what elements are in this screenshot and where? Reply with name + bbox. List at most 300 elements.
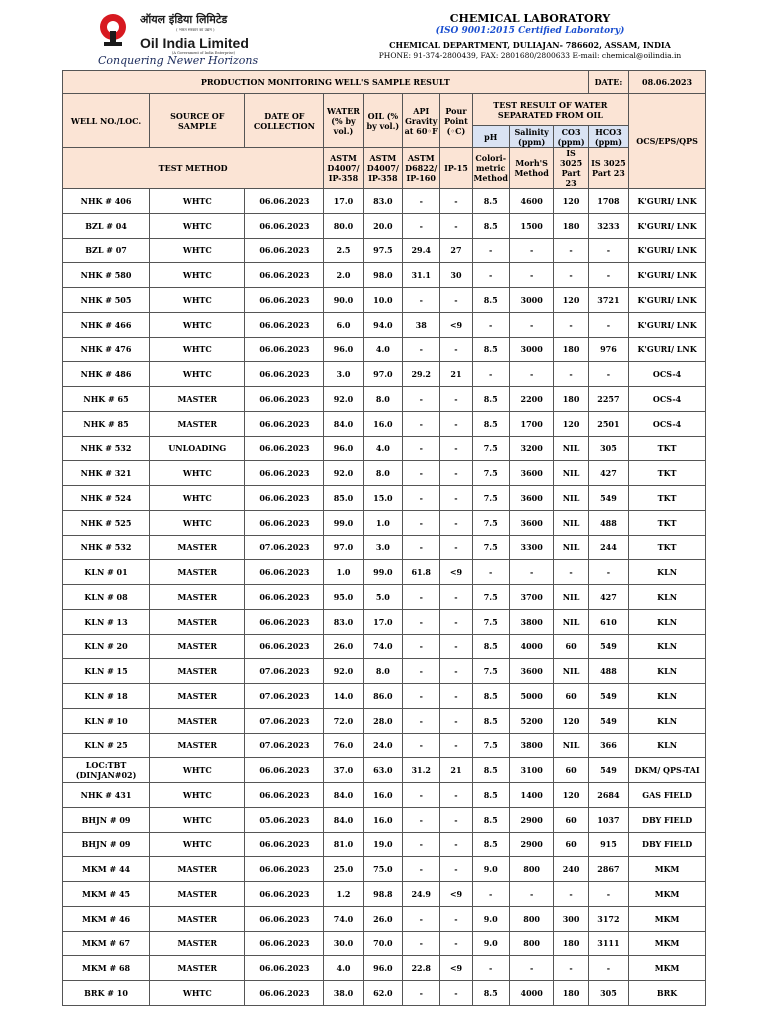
cell-api: 61.8 (403, 560, 440, 585)
cell-salinity: 2900 (509, 807, 554, 832)
cell-collection-date: 06.06.2023 (245, 981, 324, 1006)
cell-co3: NIL (554, 486, 588, 511)
cell-well: BZL # 07 (63, 238, 150, 263)
cell-co3: 60 (554, 832, 588, 857)
cell-ocs: MKM (629, 906, 706, 931)
cell-water: 17.0 (324, 189, 363, 214)
cell-collection-date: 06.06.2023 (245, 263, 324, 288)
cell-oil: 17.0 (363, 609, 402, 634)
table-row (63, 634, 706, 659)
cell-ph: 8.5 (472, 337, 509, 362)
cell-collection-date: 06.06.2023 (245, 312, 324, 337)
cell-well: BHJN # 09 (63, 807, 150, 832)
cell-hco3: 549 (588, 684, 628, 709)
cell-water: 95.0 (324, 585, 363, 610)
date-label: DATE: (588, 71, 628, 94)
cell-pour-point: - (440, 189, 472, 214)
cell-pour-point: - (440, 733, 472, 758)
cell-water: 14.0 (324, 684, 363, 709)
cell-co3: 180 (554, 981, 588, 1006)
cell-ocs: K'GURI/ LNK (629, 189, 706, 214)
cell-collection-date: 06.06.2023 (245, 882, 324, 907)
cell-ocs: TKT (629, 535, 706, 560)
cell-ph: 8.5 (472, 684, 509, 709)
cell-well: KLN # 15 (63, 659, 150, 684)
cell-hco3: 488 (588, 659, 628, 684)
cell-ph: - (472, 882, 509, 907)
cell-hco3: - (588, 560, 628, 585)
cell-hco3: 1037 (588, 807, 628, 832)
cell-source: WHTC (150, 981, 245, 1006)
cell-source: WHTC (150, 288, 245, 313)
cell-hco3: 2257 (588, 387, 628, 412)
table-row (63, 263, 706, 288)
cell-hco3: 549 (588, 634, 628, 659)
cell-ph: - (472, 560, 509, 585)
cell-ocs: OCS-4 (629, 411, 706, 436)
table-body (63, 189, 706, 1006)
cell-ocs: MKM (629, 931, 706, 956)
cell-co3: 180 (554, 213, 588, 238)
cell-ph: 8.5 (472, 213, 509, 238)
method-pour-point: IP-15 (440, 148, 472, 189)
cell-salinity: 3600 (509, 659, 554, 684)
cell-pour-point: - (440, 585, 472, 610)
cell-pour-point: <9 (440, 560, 472, 585)
cell-api: - (403, 857, 440, 882)
cell-water: 1.2 (324, 882, 363, 907)
cell-api: - (403, 510, 440, 535)
cell-well: BHJN # 09 (63, 832, 150, 857)
cell-well: NHK # 532 (63, 436, 150, 461)
table-row (63, 708, 706, 733)
cell-pour-point: - (440, 634, 472, 659)
cell-source: WHTC (150, 213, 245, 238)
cell-api: 24.9 (403, 882, 440, 907)
cell-ocs: K'GURI/ LNK (629, 312, 706, 337)
cell-pour-point: <9 (440, 882, 472, 907)
table-row (63, 535, 706, 560)
cell-api: 22.8 (403, 956, 440, 981)
cell-ocs: K'GURI/ LNK (629, 337, 706, 362)
cell-salinity: 3600 (509, 510, 554, 535)
cell-pour-point: - (440, 659, 472, 684)
cell-co3: - (554, 312, 588, 337)
cell-oil: 4.0 (363, 337, 402, 362)
cell-salinity: 5200 (509, 708, 554, 733)
table-row (63, 387, 706, 412)
table-row (63, 337, 706, 362)
cell-source: WHTC (150, 783, 245, 808)
cell-collection-date: 06.06.2023 (245, 436, 324, 461)
cell-collection-date: 06.06.2023 (245, 411, 324, 436)
cell-ocs: DKM/ QPS-TAI (629, 758, 706, 783)
cell-water: 92.0 (324, 387, 363, 412)
cell-oil: 98.8 (363, 882, 402, 907)
cell-hco3: 549 (588, 708, 628, 733)
cell-api: - (403, 535, 440, 560)
cell-collection-date: 06.06.2023 (245, 337, 324, 362)
cell-salinity: 3600 (509, 486, 554, 511)
cell-hco3: - (588, 263, 628, 288)
cell-well: BRK # 10 (63, 981, 150, 1006)
cell-source: UNLOADING (150, 436, 245, 461)
cell-ocs: GAS FIELD (629, 783, 706, 808)
cell-api: - (403, 411, 440, 436)
header-well: WELL NO./LOC. (63, 94, 150, 148)
cell-co3: 180 (554, 931, 588, 956)
cell-pour-point: - (440, 609, 472, 634)
cell-hco3: 2501 (588, 411, 628, 436)
table-row (63, 461, 706, 486)
cell-well: KLN # 25 (63, 733, 150, 758)
cell-hco3: 3172 (588, 906, 628, 931)
cell-co3: - (554, 362, 588, 387)
cell-co3: 120 (554, 189, 588, 214)
cell-co3: 300 (554, 906, 588, 931)
cell-ph: - (472, 956, 509, 981)
cell-oil: 75.0 (363, 857, 402, 882)
cell-oil: 8.0 (363, 659, 402, 684)
table-row (63, 486, 706, 511)
cell-water: 3.0 (324, 362, 363, 387)
cell-oil: 62.0 (363, 981, 402, 1006)
cell-api: - (403, 634, 440, 659)
cell-co3: - (554, 882, 588, 907)
cell-oil: 8.0 (363, 387, 402, 412)
cell-collection-date: 06.06.2023 (245, 906, 324, 931)
cell-pour-point: 27 (440, 238, 472, 263)
cell-well: KLN # 13 (63, 609, 150, 634)
cell-well: NHK # 466 (63, 312, 150, 337)
cell-ph: 8.5 (472, 807, 509, 832)
cell-salinity: 3700 (509, 585, 554, 610)
cell-collection-date: 06.06.2023 (245, 560, 324, 585)
cell-hco3: 366 (588, 733, 628, 758)
cell-water: 84.0 (324, 411, 363, 436)
cell-ocs: KLN (629, 733, 706, 758)
cell-co3: 120 (554, 288, 588, 313)
cell-collection-date: 06.06.2023 (245, 634, 324, 659)
cell-co3: - (554, 263, 588, 288)
cell-api: 38 (403, 312, 440, 337)
header-collection-date: DATE OF COLLECTION (245, 94, 324, 148)
cell-well: BZL # 04 (63, 213, 150, 238)
table-row (63, 609, 706, 634)
cell-api: - (403, 461, 440, 486)
cell-ocs: KLN (629, 684, 706, 709)
cell-salinity: 3100 (509, 758, 554, 783)
cell-oil: 24.0 (363, 733, 402, 758)
cell-oil: 26.0 (363, 906, 402, 931)
cell-source: WHTC (150, 832, 245, 857)
cell-co3: NIL (554, 461, 588, 486)
cell-api: - (403, 585, 440, 610)
cell-api: - (403, 213, 440, 238)
cell-ocs: KLN (629, 659, 706, 684)
cell-ph: - (472, 362, 509, 387)
cell-source: WHTC (150, 189, 245, 214)
cell-well: KLN # 08 (63, 585, 150, 610)
table-row (63, 807, 706, 832)
cell-hco3: 2867 (588, 857, 628, 882)
cell-water: 81.0 (324, 832, 363, 857)
table-row (63, 510, 706, 535)
cell-oil: 63.0 (363, 758, 402, 783)
cell-api: - (403, 783, 440, 808)
cell-hco3: 549 (588, 758, 628, 783)
cell-water: 96.0 (324, 337, 363, 362)
cell-well: NHK # 486 (63, 362, 150, 387)
header-hco3: HCO3 (ppm) (588, 126, 628, 148)
results-table-wrapper (62, 70, 706, 1006)
cell-ph: - (472, 263, 509, 288)
cell-pour-point: 21 (440, 362, 472, 387)
cell-ocs: TKT (629, 486, 706, 511)
cell-ph: 7.5 (472, 510, 509, 535)
cell-water: 96.0 (324, 436, 363, 461)
cell-ocs: K'GURI/ LNK (629, 263, 706, 288)
cell-salinity: 1700 (509, 411, 554, 436)
logo-company-name: Oil India Limited (140, 35, 249, 51)
table-row (63, 411, 706, 436)
cell-ph: 7.5 (472, 733, 509, 758)
table-row (63, 659, 706, 684)
cell-collection-date: 06.06.2023 (245, 832, 324, 857)
cell-hco3: 3111 (588, 931, 628, 956)
cell-water: 92.0 (324, 659, 363, 684)
cell-collection-date: 06.06.2023 (245, 510, 324, 535)
cell-salinity: 4000 (509, 634, 554, 659)
cell-collection-date: 07.06.2023 (245, 684, 324, 709)
cell-source: MASTER (150, 882, 245, 907)
cell-pour-point: - (440, 337, 472, 362)
cell-well: KLN # 18 (63, 684, 150, 709)
cell-api: - (403, 733, 440, 758)
cell-co3: 60 (554, 684, 588, 709)
cell-ph: - (472, 312, 509, 337)
cell-collection-date: 06.06.2023 (245, 956, 324, 981)
cell-pour-point: - (440, 461, 472, 486)
cell-salinity: 3800 (509, 609, 554, 634)
cell-salinity: 4600 (509, 189, 554, 214)
cell-co3: 60 (554, 758, 588, 783)
cell-co3: 120 (554, 783, 588, 808)
table-row (63, 956, 706, 981)
cell-pour-point: - (440, 411, 472, 436)
cell-salinity: 3800 (509, 733, 554, 758)
cell-oil: 99.0 (363, 560, 402, 585)
test-method-label: TEST METHOD (63, 148, 324, 189)
cell-api: - (403, 832, 440, 857)
cell-api: 31.2 (403, 758, 440, 783)
logo-english-subtitle: (A Government of India Enterprise) (172, 51, 235, 55)
cell-collection-date: 06.06.2023 (245, 238, 324, 263)
cell-api: - (403, 906, 440, 931)
cell-ocs: KLN (629, 609, 706, 634)
cell-salinity: 1400 (509, 783, 554, 808)
cell-source: MASTER (150, 857, 245, 882)
cell-collection-date: 06.06.2023 (245, 189, 324, 214)
cell-pour-point: - (440, 535, 472, 560)
cell-collection-date: 06.06.2023 (245, 288, 324, 313)
cell-ph: 8.5 (472, 708, 509, 733)
cell-salinity: 5000 (509, 684, 554, 709)
cell-co3: 60 (554, 634, 588, 659)
cell-source: MASTER (150, 684, 245, 709)
cell-salinity: - (509, 560, 554, 585)
cell-well: NHK # 532 (63, 535, 150, 560)
method-co3: IS 3025 Part 23 (554, 148, 588, 189)
cell-co3: NIL (554, 733, 588, 758)
cell-ocs: K'GURI/ LNK (629, 288, 706, 313)
cell-hco3: 610 (588, 609, 628, 634)
cell-hco3: 549 (588, 486, 628, 511)
cell-api: - (403, 486, 440, 511)
table-row (63, 857, 706, 882)
cell-ocs: MKM (629, 857, 706, 882)
cell-salinity: - (509, 362, 554, 387)
cell-well: NHK # 321 (63, 461, 150, 486)
cell-well: NHK # 65 (63, 387, 150, 412)
header-water-test: TEST RESULT OF WATER SEPARATED FROM OIL (472, 94, 629, 126)
table-row (63, 213, 706, 238)
cell-oil: 15.0 (363, 486, 402, 511)
cell-water: 4.0 (324, 956, 363, 981)
cell-co3: NIL (554, 585, 588, 610)
cell-ocs: K'GURI/ LNK (629, 238, 706, 263)
cell-oil: 16.0 (363, 807, 402, 832)
header-water: WATER (% by vol.) (324, 94, 363, 148)
cell-co3: NIL (554, 510, 588, 535)
cell-source: WHTC (150, 312, 245, 337)
cell-api: - (403, 931, 440, 956)
oil-drop-logo-icon (96, 12, 130, 46)
cell-oil: 70.0 (363, 931, 402, 956)
cell-salinity: 3000 (509, 337, 554, 362)
cell-co3: NIL (554, 609, 588, 634)
cell-pour-point: - (440, 387, 472, 412)
cell-collection-date: 06.06.2023 (245, 213, 324, 238)
cell-ocs: DBY FIELD (629, 832, 706, 857)
cell-water: 30.0 (324, 931, 363, 956)
cell-water: 90.0 (324, 288, 363, 313)
cell-source: WHTC (150, 461, 245, 486)
method-ph: Colori-metric Method (472, 148, 509, 189)
cell-oil: 16.0 (363, 783, 402, 808)
cell-pour-point: - (440, 436, 472, 461)
cell-api: - (403, 189, 440, 214)
cell-salinity: 800 (509, 857, 554, 882)
cell-salinity: 1500 (509, 213, 554, 238)
cell-well: NHK # 505 (63, 288, 150, 313)
cell-ocs: KLN (629, 585, 706, 610)
cell-water: 85.0 (324, 486, 363, 511)
cell-source: MASTER (150, 906, 245, 931)
cell-well: KLN # 20 (63, 634, 150, 659)
cell-ocs: BRK (629, 981, 706, 1006)
cell-source: WHTC (150, 758, 245, 783)
cell-ph: 7.5 (472, 585, 509, 610)
method-api: ASTM D6822/ IP-160 (403, 148, 440, 189)
cell-ph: 8.5 (472, 288, 509, 313)
cell-oil: 10.0 (363, 288, 402, 313)
cell-collection-date: 05.06.2023 (245, 807, 324, 832)
header-api: API Gravity at 60◦F (403, 94, 440, 148)
cell-ocs: OCS-4 (629, 362, 706, 387)
cell-ocs: OCS-4 (629, 387, 706, 412)
cell-hco3: 427 (588, 585, 628, 610)
cell-source: MASTER (150, 411, 245, 436)
cell-ph: 9.0 (472, 931, 509, 956)
cell-pour-point: 30 (440, 263, 472, 288)
cell-pour-point: - (440, 857, 472, 882)
table-row (63, 832, 706, 857)
cell-water: 74.0 (324, 906, 363, 931)
cell-api: - (403, 609, 440, 634)
cell-source: MASTER (150, 733, 245, 758)
cell-oil: 96.0 (363, 956, 402, 981)
table-row (63, 362, 706, 387)
cell-ph: 7.5 (472, 609, 509, 634)
cell-well: LOC:TBT (DINJAN#02) (63, 758, 150, 783)
cell-co3: 180 (554, 387, 588, 412)
cell-water: 80.0 (324, 213, 363, 238)
cell-ocs: TKT (629, 461, 706, 486)
table-row (63, 189, 706, 214)
cell-oil: 3.0 (363, 535, 402, 560)
cell-ocs: TKT (629, 436, 706, 461)
cell-collection-date: 07.06.2023 (245, 535, 324, 560)
cell-water: 2.0 (324, 263, 363, 288)
cell-water: 38.0 (324, 981, 363, 1006)
header-co3: CO3 (ppm) (554, 126, 588, 148)
cell-salinity: 3000 (509, 288, 554, 313)
cell-well: NHK # 431 (63, 783, 150, 808)
cell-water: 76.0 (324, 733, 363, 758)
cell-co3: 120 (554, 708, 588, 733)
table-row (63, 981, 706, 1006)
cell-source: MASTER (150, 535, 245, 560)
cell-ph: 9.0 (472, 906, 509, 931)
cell-oil: 8.0 (363, 461, 402, 486)
cell-salinity: 4000 (509, 981, 554, 1006)
cell-source: MASTER (150, 659, 245, 684)
header-oil: OIL (% by vol.) (363, 94, 402, 148)
cell-hco3: 305 (588, 981, 628, 1006)
method-water: ASTM D4007/ IP-358 (324, 148, 363, 189)
cell-oil: 16.0 (363, 411, 402, 436)
cell-ph: 8.5 (472, 832, 509, 857)
cell-pour-point: - (440, 213, 472, 238)
cell-water: 6.0 (324, 312, 363, 337)
cell-oil: 19.0 (363, 832, 402, 857)
cell-hco3: - (588, 362, 628, 387)
cell-api: - (403, 659, 440, 684)
cell-pour-point: - (440, 486, 472, 511)
cell-salinity: 3600 (509, 461, 554, 486)
table-title: PRODUCTION MONITORING WELL'S SAMPLE RESULT (63, 71, 589, 94)
cell-salinity: 2900 (509, 832, 554, 857)
cell-oil: 5.0 (363, 585, 402, 610)
cell-water: 37.0 (324, 758, 363, 783)
cell-api: - (403, 288, 440, 313)
cell-hco3: - (588, 882, 628, 907)
cell-collection-date: 06.06.2023 (245, 931, 324, 956)
cell-collection-date: 06.06.2023 (245, 461, 324, 486)
cell-well: KLN # 10 (63, 708, 150, 733)
cell-oil: 74.0 (363, 634, 402, 659)
